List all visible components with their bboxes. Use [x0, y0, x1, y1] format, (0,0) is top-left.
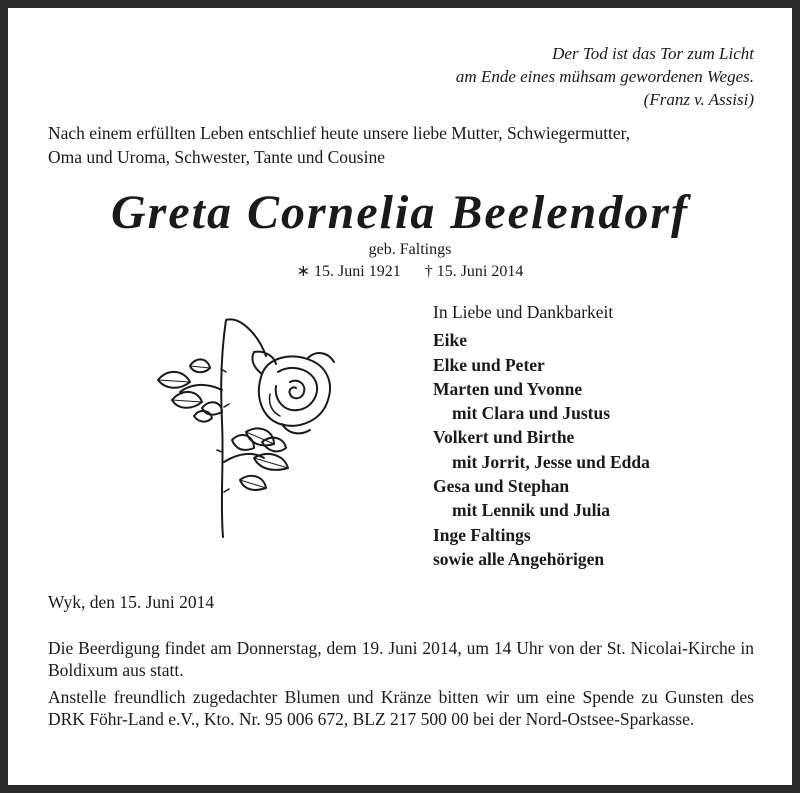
life-dates: [0, 261, 800, 281]
intro-text: [48, 121, 768, 169]
place-date: Wyk, den 15. Juni 2014: [48, 592, 215, 612]
birth-date: ∗ 15. Juni 1921: [296, 263, 401, 280]
epigraph-line-1: Der Tod ist das Tor zum Licht: [552, 44, 754, 63]
birth-name: geb. Faltings: [368, 241, 452, 258]
family-entry: sowie alle Angehörigen: [433, 548, 605, 569]
family-entry: Eike: [433, 330, 468, 351]
epigraph-author: (Franz v. Assisi): [643, 90, 754, 109]
intro-line-2: Oma und Uroma, Schwester, Tante und Cousine: [48, 147, 385, 167]
family-entry-children: mit Lennik und Julia: [452, 500, 611, 521]
funeral-notice: Die Beerdigung findet am Donnerstag, dem 19. Juni 2014, um 14 Uhr von der St. Nicolai-Kirche in Boldixum aus statt.: [48, 638, 754, 680]
deceased-name: Greta Cornelia Beelendorf: [111, 186, 689, 239]
family-entry: Elke und Peter: [433, 354, 545, 375]
donation-notice: Anstelle freundlich zugedachter Blumen und Kränze bitten wir um eine Spende zu Gunsten des DRK Föhr-Land e.V., Kto. Nr. 95 006 672, BLZ 217 500 00 bei der Nord-Ostsee-Sparkasse.: [48, 687, 754, 729]
family-entry-children: mit Jorrit, Jesse und Edda: [452, 451, 650, 472]
family-list: [433, 300, 650, 571]
rose-icon: [150, 312, 340, 542]
family-entry: Gesa und Stephan: [433, 476, 570, 497]
family-entry: Inge Faltings: [433, 524, 531, 545]
family-lead: In Liebe und Dankbarkeit: [433, 302, 614, 322]
death-date: † 15. Juni 2014: [424, 263, 524, 280]
family-entry: Marten und Yvonne: [433, 378, 583, 399]
epigraph-line-2: am Ende eines mühsam gewordenen Weges.: [455, 67, 754, 86]
family-entry-children: mit Clara und Justus: [452, 403, 611, 424]
intro-line-1: Nach einem erfüllten Leben entschlief heute unsere liebe Mutter, Schwiegermutter,: [48, 123, 631, 143]
epigraph: [456, 42, 754, 111]
family-entry: Volkert und Birthe: [433, 427, 575, 448]
